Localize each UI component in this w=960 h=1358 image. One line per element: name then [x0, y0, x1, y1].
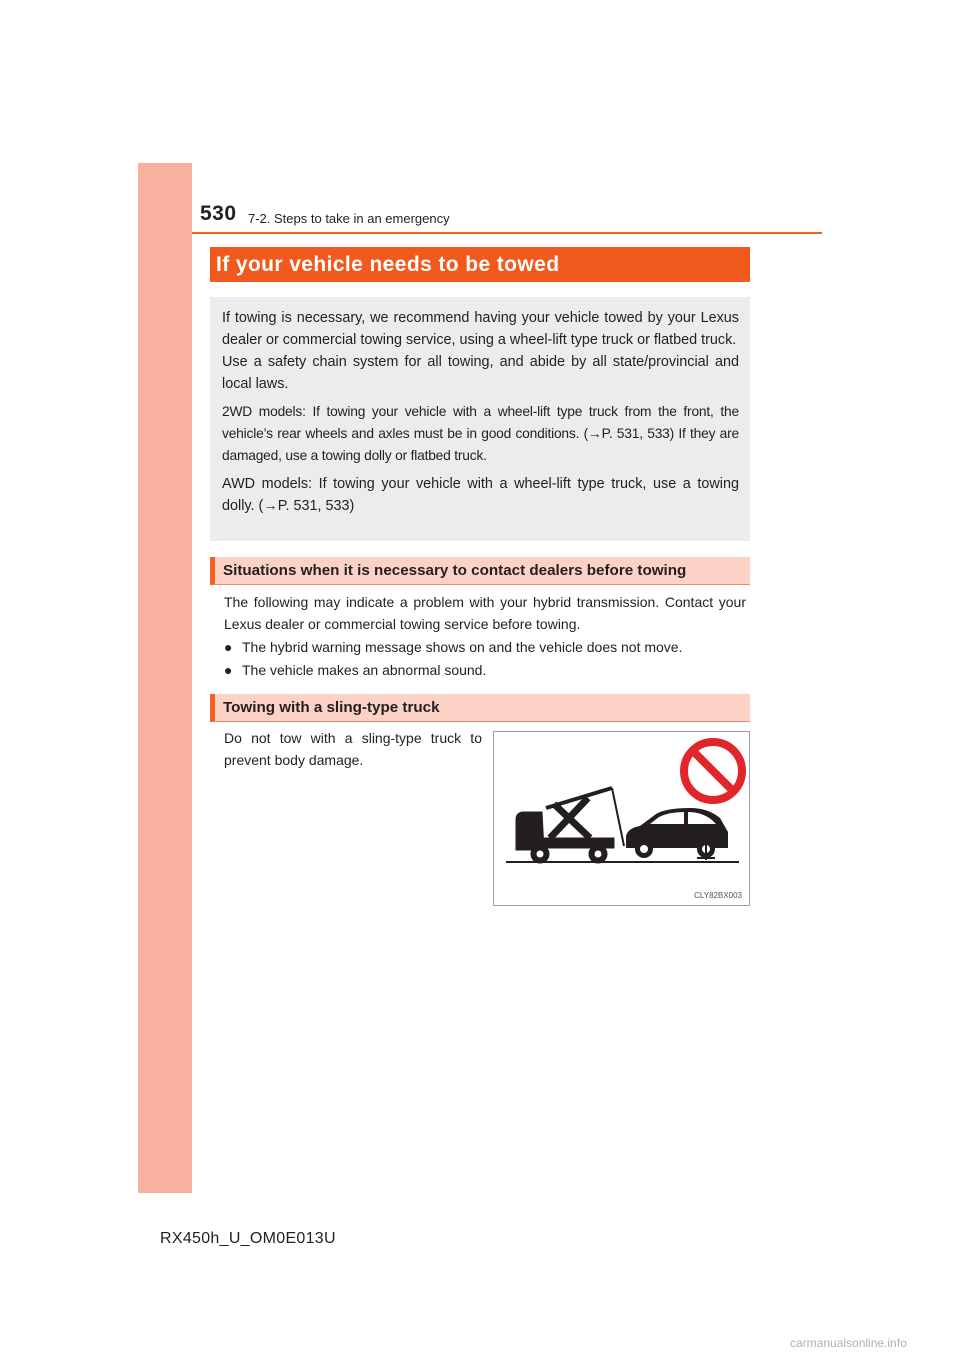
- prohibited-icon: [684, 742, 742, 800]
- main-heading: If your vehicle needs to be towed: [210, 247, 750, 282]
- suv-icon: [626, 808, 728, 860]
- bullet-text: The hybrid warning message shows on and the vehicle does not move.: [242, 639, 683, 655]
- tow-truck-icon: [516, 788, 624, 863]
- contact-dealers-text: The following may indicate a problem with your hybrid transmission. Contact your Lexus dealer or commercial towing service before towing.: [224, 594, 746, 632]
- contact-dealers-body: [224, 591, 746, 681]
- bullet-text: The vehicle makes an abnormal sound.: [242, 662, 487, 678]
- subheading-sling-truck: Towing with a sling-type truck: [210, 694, 750, 722]
- bullet-item: [224, 659, 746, 681]
- tow-truck-prohibited-figure: [494, 732, 749, 905]
- bullet-dot-icon: ●: [224, 639, 233, 655]
- page-number: 530: [200, 202, 237, 225]
- intro-info-box: [210, 297, 750, 541]
- subheading-contact-dealers: Situations when it is necessary to contact dealers before towing: [210, 557, 750, 585]
- intro-paragraph-1: If towing is necessary, we recommend having your vehicle towed by your Lexus dealer or commercial towing service, using a wheel-lift type truck or flatbed truck.: [222, 310, 739, 348]
- bullet-dot-icon: ●: [224, 662, 233, 678]
- intro-paragraph-2wd: 2WD models: If towing your vehicle with a wheel-lift type truck from the front, the vehicle’s rear wheels and axles must be in good conditions. (→P. 531, 533) If they are damaged, use a towing dolly or flatbed truck.: [222, 404, 739, 463]
- sling-truck-text: Do not tow with a sling-type truck to prevent body damage.: [224, 730, 482, 768]
- chapter-sidebar-tab: [138, 163, 192, 1193]
- watermark: carmanualsonline.info: [790, 1336, 907, 1350]
- intro-paragraph-2: Use a safety chain system for all towing, and abide by all state/provincial and local laws.: [222, 354, 739, 392]
- sling-truck-illustration: [493, 731, 750, 906]
- header-divider: [192, 232, 822, 234]
- bullet-item: [224, 636, 746, 658]
- footer-model-code: RX450h_U_OM0E013U: [160, 1230, 336, 1247]
- image-code: CLY82BX003: [694, 891, 742, 900]
- section-breadcrumb: 7-2. Steps to take in an emergency: [248, 211, 450, 226]
- intro-paragraph-awd: AWD models: If towing your vehicle with a wheel-lift type truck, use a towing dolly. (→P. 531, 533): [222, 476, 739, 514]
